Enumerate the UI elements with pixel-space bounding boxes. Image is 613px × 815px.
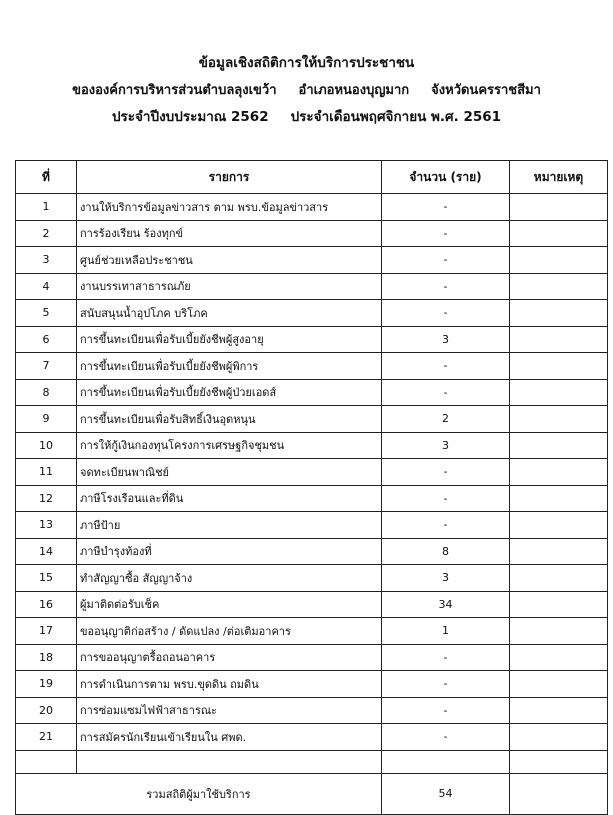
row-note-cell <box>510 326 608 353</box>
blank-cell <box>382 750 510 773</box>
row-count-cell: 3 <box>382 565 510 592</box>
row-number-cell: 20 <box>16 697 77 724</box>
row-item-cell: การขึ้นทะเบียนเพื่อรับเบี้ยยังชีพผู้สูงอายุ <box>77 326 382 353</box>
row-count-cell: - <box>382 247 510 274</box>
row-count-cell: - <box>382 512 510 539</box>
header-province: จังหวัดนครราชสีมา <box>431 83 541 98</box>
column-header-note: หมายเหตุ <box>510 161 608 194</box>
header-title <box>0 50 613 77</box>
table-header-row <box>16 161 608 194</box>
row-item-cell: การขึ้นทะเบียนเพื่อรับเบี้ยยังชีพผู้ป่วยเอดส์ <box>77 379 382 406</box>
row-number-cell: 17 <box>16 618 77 645</box>
statistics-table <box>15 160 608 815</box>
table-row <box>16 697 608 724</box>
table-row <box>16 406 608 433</box>
row-note-cell <box>510 406 608 433</box>
row-item-cell: ภาษีป้าย <box>77 512 382 539</box>
row-note-cell <box>510 512 608 539</box>
table-row <box>16 300 608 327</box>
blank-cell <box>510 750 608 773</box>
header-fiscal-year: ประจำปีงบประมาณ 2562 <box>111 109 269 125</box>
row-number-cell: 5 <box>16 300 77 327</box>
row-item-cell: การร้องเรียน ร้องทุกข์ <box>77 220 382 247</box>
table-row <box>16 326 608 353</box>
row-note-cell <box>510 432 608 459</box>
row-count-cell: - <box>382 671 510 698</box>
column-header-item: รายการ <box>77 161 382 194</box>
row-number-cell: 11 <box>16 459 77 486</box>
header-org-name: ขององค์การบริหารส่วนตำบลลุงเขว้า <box>72 83 277 98</box>
row-count-cell: - <box>382 644 510 671</box>
row-item-cell: ขออนุญาติก่อสร้าง / ดัดแปลง /ต่อเติมอาคาร <box>77 618 382 645</box>
table-row <box>16 565 608 592</box>
table-row-blank <box>16 750 608 773</box>
row-number-cell: 21 <box>16 724 77 751</box>
row-count-cell: - <box>382 220 510 247</box>
row-count-cell: - <box>382 194 510 221</box>
row-note-cell <box>510 459 608 486</box>
row-note-cell <box>510 379 608 406</box>
row-count-cell: - <box>382 724 510 751</box>
table-row <box>16 432 608 459</box>
table-row <box>16 591 608 618</box>
row-note-cell <box>510 247 608 274</box>
row-number-cell: 13 <box>16 512 77 539</box>
row-item-cell: งานให้บริการข้อมูลข่าวสาร ตาม พรบ.ข้อมูลข่าวสาร <box>77 194 382 221</box>
row-note-cell <box>510 697 608 724</box>
row-count-cell: 8 <box>382 538 510 565</box>
row-count-cell: - <box>382 379 510 406</box>
row-count-cell: - <box>382 273 510 300</box>
blank-cell <box>16 750 77 773</box>
row-item-cell: ภาษีโรงเรือนและที่ดิน <box>77 485 382 512</box>
table-header <box>16 161 608 194</box>
table-row <box>16 194 608 221</box>
table-row <box>16 247 608 274</box>
row-note-cell <box>510 220 608 247</box>
table-row <box>16 273 608 300</box>
row-number-cell: 15 <box>16 565 77 592</box>
total-count: 54 <box>382 773 510 814</box>
column-header-no: ที่ <box>16 161 77 194</box>
row-item-cell: การขออนุญาตรื้อถอนอาคาร <box>77 644 382 671</box>
row-item-cell: การดำเนินการตาม พรบ.ขุดดิน ถมดิน <box>77 671 382 698</box>
row-count-cell: 3 <box>382 326 510 353</box>
row-item-cell: ผู้มาติดต่อรับเช็ค <box>77 591 382 618</box>
row-number-cell: 8 <box>16 379 77 406</box>
row-number-cell: 4 <box>16 273 77 300</box>
row-item-cell: ศูนย์ช่วยเหลือประชาชน <box>77 247 382 274</box>
table-row <box>16 379 608 406</box>
table-row <box>16 512 608 539</box>
row-count-cell: 2 <box>382 406 510 433</box>
row-number-cell: 6 <box>16 326 77 353</box>
row-number-cell: 16 <box>16 591 77 618</box>
row-item-cell: ทำสัญญาซื้อ สัญญาจ้าง <box>77 565 382 592</box>
row-number-cell: 14 <box>16 538 77 565</box>
total-label: รวมสถิติผู้มาใช้บริการ <box>16 773 382 814</box>
row-note-cell <box>510 724 608 751</box>
row-item-cell: การซ่อมแซมไฟฟ้าสาธารณะ <box>77 697 382 724</box>
row-item-cell: การสมัครนักเรียนเข้าเรียนใน ศพด. <box>77 724 382 751</box>
row-note-cell <box>510 300 608 327</box>
row-note-cell <box>510 273 608 300</box>
row-count-cell: - <box>382 697 510 724</box>
table-row <box>16 538 608 565</box>
row-count-cell: 3 <box>382 432 510 459</box>
row-note-cell <box>510 591 608 618</box>
row-note-cell <box>510 538 608 565</box>
table-row <box>16 459 608 486</box>
header-district: อำเภอหนองบุญมาก <box>298 83 410 98</box>
blank-cell <box>77 750 382 773</box>
row-count-cell: - <box>382 459 510 486</box>
row-number-cell: 19 <box>16 671 77 698</box>
table-body <box>16 194 608 815</box>
table-row <box>16 353 608 380</box>
row-count-cell: 1 <box>382 618 510 645</box>
table-row <box>16 220 608 247</box>
row-note-cell <box>510 644 608 671</box>
header-period <box>0 104 613 131</box>
row-count-cell: - <box>382 353 510 380</box>
row-note-cell <box>510 618 608 645</box>
row-number-cell: 7 <box>16 353 77 380</box>
row-count-cell: - <box>382 300 510 327</box>
row-item-cell: การขึ้นทะเบียนเพื่อรับสิทธิ์เงินอุดหนุน <box>77 406 382 433</box>
table-row <box>16 485 608 512</box>
column-header-count: จำนวน (ราย) <box>382 161 510 194</box>
row-note-cell <box>510 671 608 698</box>
table-row <box>16 724 608 751</box>
row-number-cell: 9 <box>16 406 77 433</box>
table-row <box>16 618 608 645</box>
row-note-cell <box>510 353 608 380</box>
total-note-cell <box>510 773 608 814</box>
row-item-cell: จดทะเบียนพาณิชย์ <box>77 459 382 486</box>
row-note-cell <box>510 194 608 221</box>
row-number-cell: 10 <box>16 432 77 459</box>
row-note-cell <box>510 565 608 592</box>
row-item-cell: การให้กู้เงินกองทุนโครงการเศรษฐกิจชุมชน <box>77 432 382 459</box>
document-header <box>0 50 613 131</box>
row-item-cell: งานบรรเทาสาธารณภัย <box>77 273 382 300</box>
table-row <box>16 644 608 671</box>
header-title-text: ข้อมูลเชิงสถิติการให้บริการประชาชน <box>198 55 415 71</box>
row-number-cell: 18 <box>16 644 77 671</box>
header-organization <box>0 77 613 104</box>
table-row-total <box>16 773 608 814</box>
row-count-cell: - <box>382 485 510 512</box>
row-item-cell: การขึ้นทะเบียนเพื่อรับเบี้ยยังชีพผู้พิการ <box>77 353 382 380</box>
table-row <box>16 671 608 698</box>
row-number-cell: 3 <box>16 247 77 274</box>
row-number-cell: 12 <box>16 485 77 512</box>
row-number-cell: 2 <box>16 220 77 247</box>
row-count-cell: 34 <box>382 591 510 618</box>
row-item-cell: สนับสนุนน้ำอุปโภค บริโภค <box>77 300 382 327</box>
row-note-cell <box>510 485 608 512</box>
header-month: ประจำเดือนพฤศจิกายน พ.ศ. 2561 <box>290 109 502 125</box>
row-item-cell: ภาษีบำรุงท้องที่ <box>77 538 382 565</box>
row-number-cell: 1 <box>16 194 77 221</box>
